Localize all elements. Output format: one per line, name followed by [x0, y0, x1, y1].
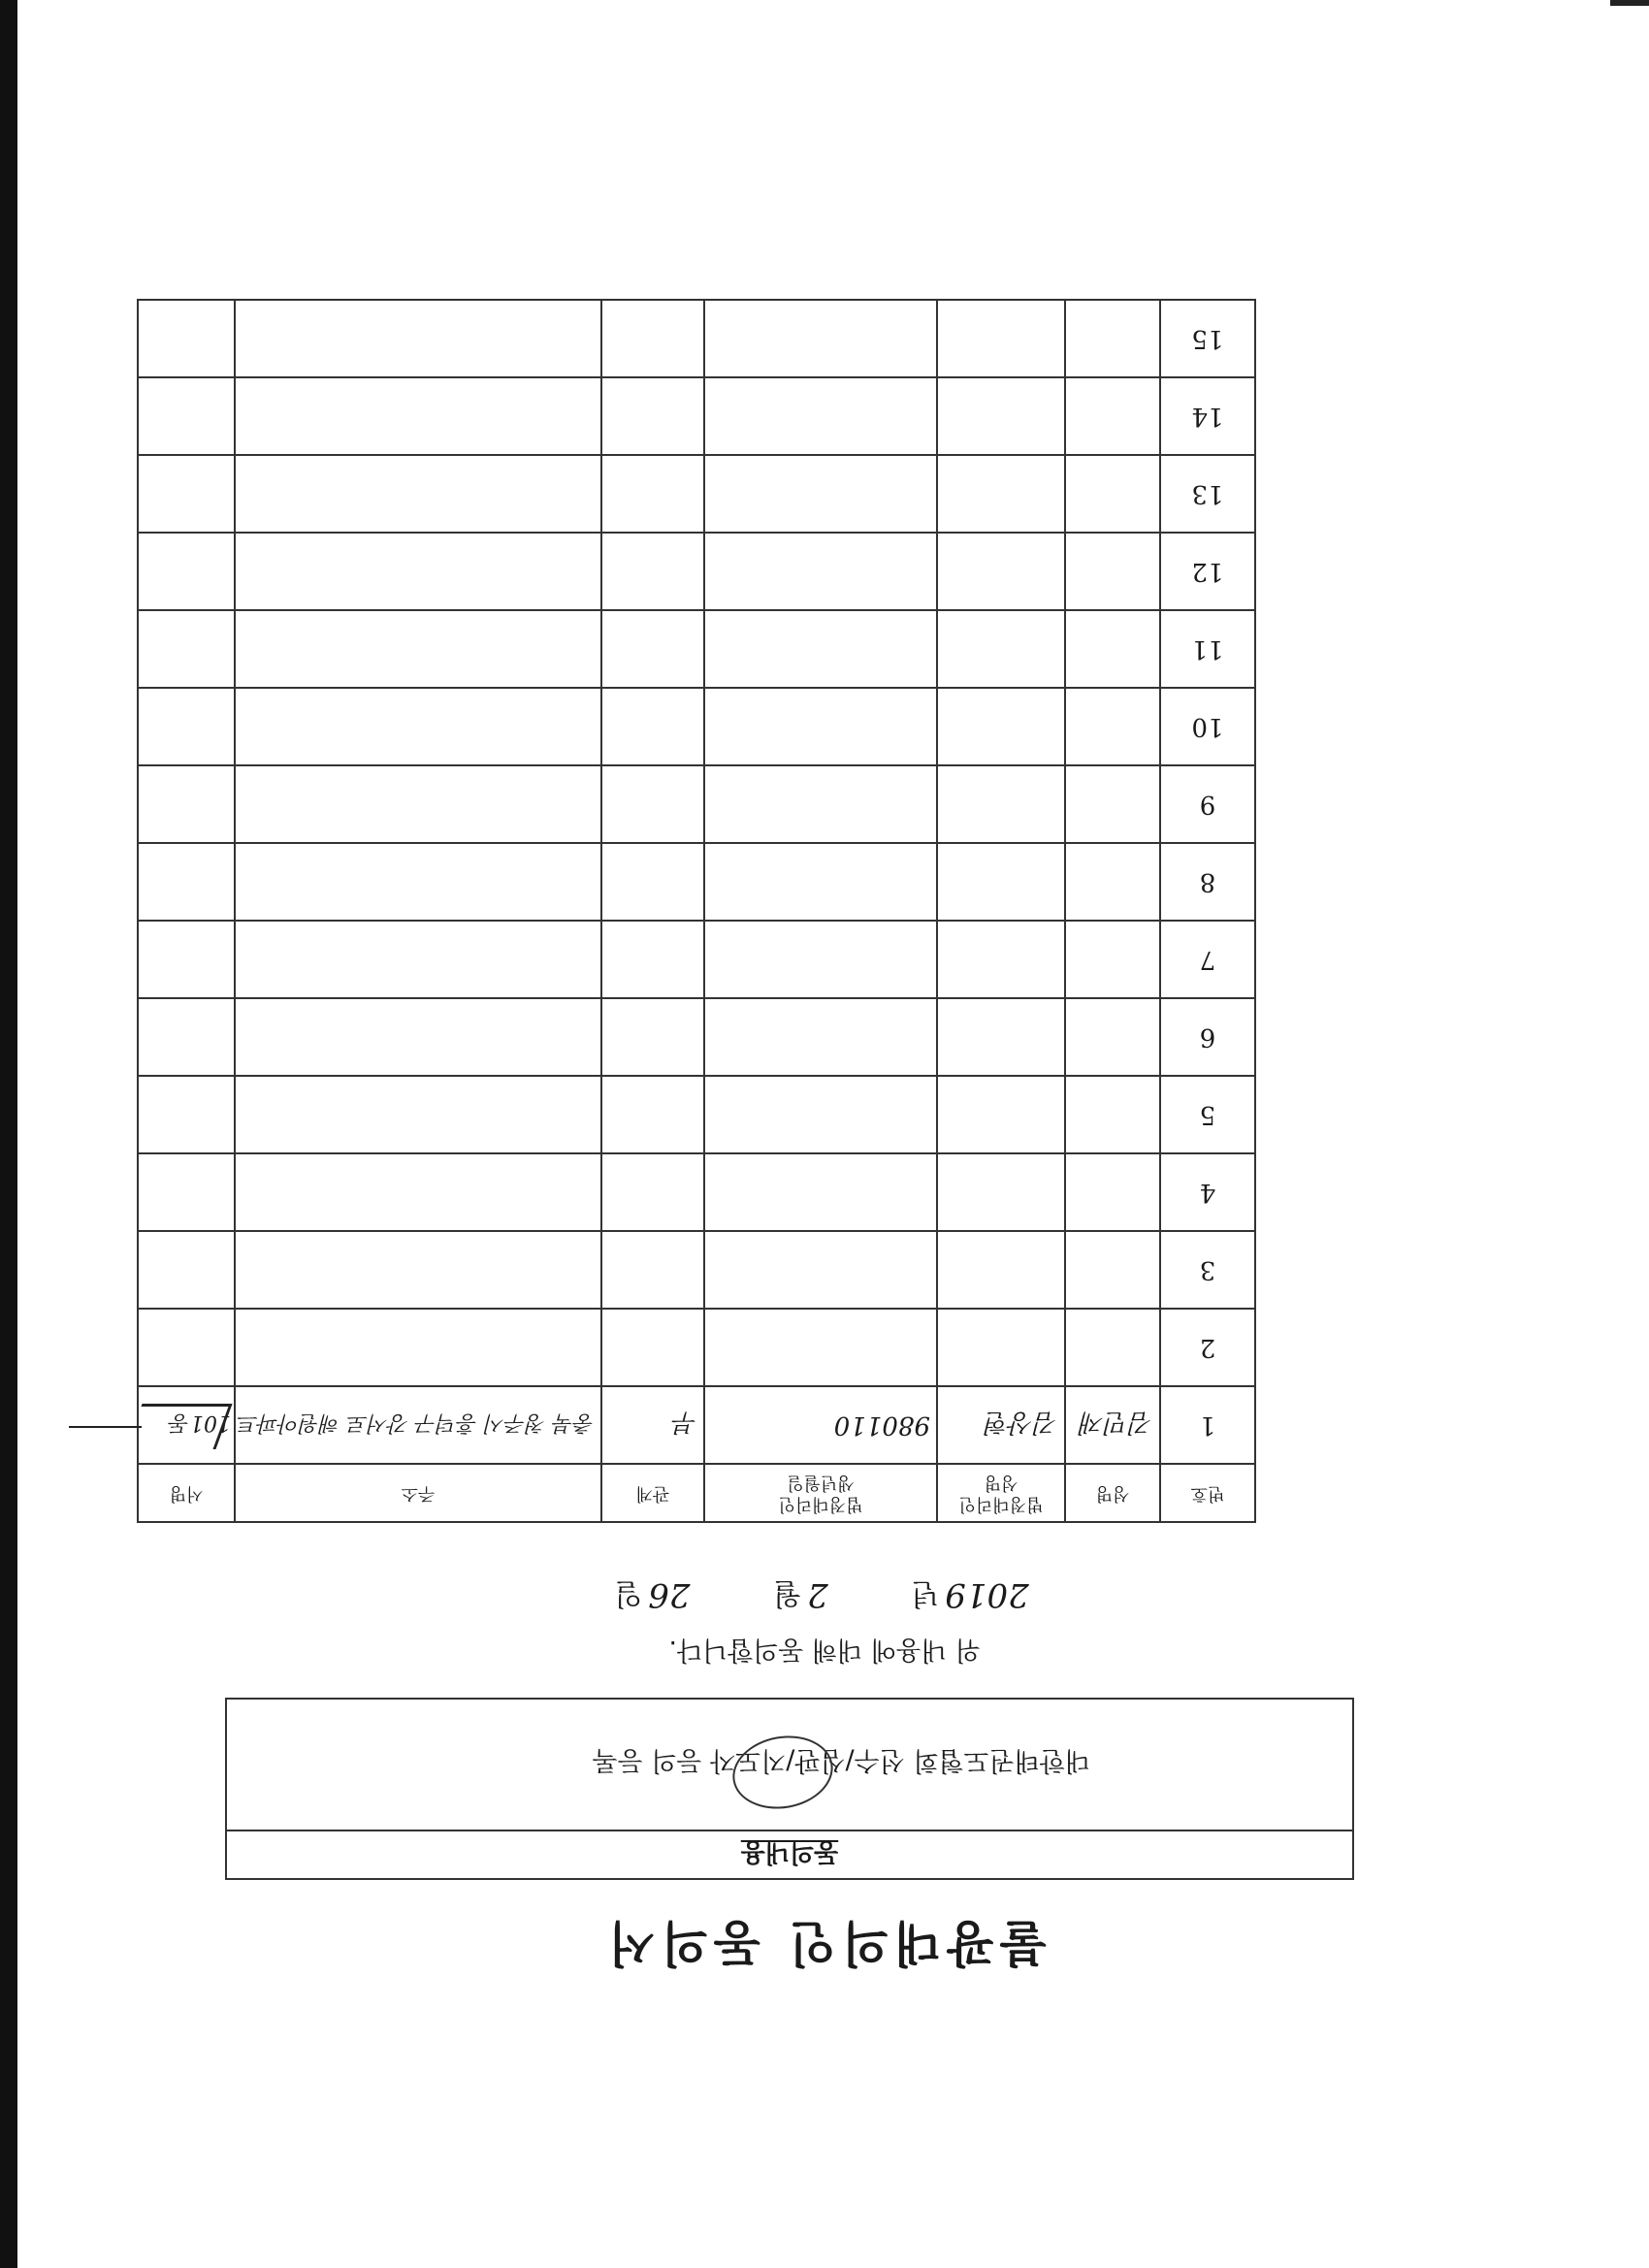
cell-guardian-birth [704, 843, 937, 921]
date-year-unit: 년 [911, 1576, 940, 1610]
cell-address [235, 300, 601, 377]
cell-address [235, 1076, 601, 1153]
cell-relation [601, 1076, 704, 1153]
cell-guardian-birth [704, 1076, 937, 1153]
cell-relation [601, 843, 704, 921]
cell-guardian-birth [704, 1309, 937, 1386]
date-day-unit: 일 [614, 1576, 643, 1610]
cell-no: 1 [1160, 1386, 1255, 1464]
cell-relation [601, 921, 704, 998]
cell-guardian-name [937, 765, 1065, 843]
table-row [138, 533, 1255, 610]
consent-header [227, 1830, 1352, 1878]
cell-name [1065, 300, 1160, 377]
cell-signature [138, 610, 235, 688]
cell-no: 11 [1160, 610, 1255, 688]
cell-guardian-name [937, 921, 1065, 998]
cell-relation [601, 688, 704, 765]
cell-relation [601, 377, 704, 455]
cell-no: 12 [1160, 533, 1255, 610]
cell-no: 13 [1160, 455, 1255, 533]
cell-guardian-name [937, 1076, 1065, 1153]
cell-name [1065, 533, 1160, 610]
date-year: 2019 [945, 1575, 1029, 1614]
table-header-row [138, 1464, 1255, 1522]
cell-no: 10 [1160, 688, 1255, 765]
cell-address [235, 765, 601, 843]
cell-name [1065, 1309, 1160, 1386]
consent-box [225, 1698, 1354, 1880]
date-month-unit: 월 [773, 1576, 802, 1610]
cell-no: 7 [1160, 921, 1255, 998]
cell-name [1065, 377, 1160, 455]
header-address: 주소 [235, 1464, 601, 1522]
cell-name [1065, 688, 1160, 765]
table-row [138, 921, 1255, 998]
cell-guardian-name [937, 455, 1065, 533]
cell-name [1065, 455, 1160, 533]
cell-signature [138, 921, 235, 998]
table-row [138, 455, 1255, 533]
cell-signature [138, 1309, 235, 1386]
cell-relation [601, 610, 704, 688]
table-row [138, 1153, 1255, 1231]
header-no: 번호 [1160, 1464, 1255, 1522]
cell-guardian-birth [704, 1153, 937, 1231]
table-row [138, 843, 1255, 921]
cell-guardian-name [937, 1231, 1065, 1309]
cell-signature [138, 688, 235, 765]
cell-relation [601, 455, 704, 533]
cell-address [235, 921, 601, 998]
document-title: 불광대의인 동의서 [602, 1915, 1047, 1971]
cell-guardian-name [937, 1153, 1065, 1231]
cell-signature [138, 998, 235, 1076]
cell-address: 충북 청주시 흥덕구 강서로 해원아파트 101동 [235, 1386, 601, 1464]
cell-address [235, 455, 601, 533]
cell-no: 2 [1160, 1309, 1255, 1386]
agree-statement: 위 내용에 대해 동의합니다. [668, 1635, 981, 1665]
cell-relation [601, 765, 704, 843]
cell-no: 5 [1160, 1076, 1255, 1153]
cell-name [1065, 610, 1160, 688]
cell-address [235, 688, 601, 765]
cell-signature [138, 843, 235, 921]
cell-name [1065, 998, 1160, 1076]
cell-guardian-name [937, 688, 1065, 765]
cell-signature [138, 300, 235, 377]
cell-no: 4 [1160, 1153, 1255, 1231]
table-row [138, 1231, 1255, 1309]
cell-guardian-birth [704, 533, 937, 610]
cell-guardian-name [937, 998, 1065, 1076]
header-name: 성명 [1065, 1464, 1160, 1522]
cell-name: 김민재 [1065, 1386, 1160, 1464]
handwritten-signature-tail [69, 1426, 142, 1428]
cell-signature [138, 377, 235, 455]
cell-guardian-birth [704, 1231, 937, 1309]
cell-guardian-birth [704, 455, 937, 533]
cell-address [235, 377, 601, 455]
consent-text: 대한태권도협회 선수/심판/지도자 등의 등록 [592, 1745, 1090, 1776]
cell-guardian-birth [704, 998, 937, 1076]
cell-relation [601, 1309, 704, 1386]
cell-guardian-name [937, 843, 1065, 921]
cell-guardian-birth: 980110 [704, 1386, 937, 1464]
consent-body [227, 1698, 1352, 1830]
cell-guardian-birth [704, 300, 937, 377]
cell-signature [138, 765, 235, 843]
cell-guardian-name [937, 533, 1065, 610]
cell-name [1065, 921, 1160, 998]
cell-guardian-name [937, 377, 1065, 455]
cell-relation [601, 998, 704, 1076]
date-day: 26 [648, 1575, 691, 1614]
cell-name [1065, 765, 1160, 843]
cell-signature [138, 1153, 235, 1231]
cell-address [235, 1309, 601, 1386]
cell-address [235, 1231, 601, 1309]
cell-no: 3 [1160, 1231, 1255, 1309]
cell-name [1065, 1231, 1160, 1309]
cell-no: 8 [1160, 843, 1255, 921]
date-month: 2 [807, 1575, 828, 1614]
cell-relation [601, 300, 704, 377]
cell-address [235, 998, 601, 1076]
cell-signature [138, 1076, 235, 1153]
cell-guardian-birth [704, 765, 937, 843]
cell-guardian-name [937, 610, 1065, 688]
cell-no: 15 [1160, 300, 1255, 377]
cell-relation: 부 [601, 1386, 704, 1464]
cell-no: 14 [1160, 377, 1255, 455]
table-row [138, 998, 1255, 1076]
cell-guardian-name [937, 1309, 1065, 1386]
cell-signature [138, 533, 235, 610]
header-guardian-name: 법정대리인 성명 [937, 1464, 1065, 1522]
cell-address [235, 843, 601, 921]
cell-name [1065, 1076, 1160, 1153]
cell-name [1065, 843, 1160, 921]
cell-signature [138, 455, 235, 533]
cell-address [235, 610, 601, 688]
table-row [138, 765, 1255, 843]
cell-no: 9 [1160, 765, 1255, 843]
cell-guardian-birth [704, 688, 937, 765]
consent-header-label: 동의내용 [740, 1837, 839, 1867]
header-signature: 서명 [138, 1464, 235, 1522]
cell-guardian-birth [704, 377, 937, 455]
table-row [138, 688, 1255, 765]
cell-guardian-name: 김상현 [937, 1386, 1065, 1464]
cell-signature [138, 1231, 235, 1309]
signers-table [137, 299, 1256, 1523]
cell-relation [601, 1153, 704, 1231]
header-guardian-birth: 법정대리인 생년월일 [704, 1464, 937, 1522]
cell-address [235, 1153, 601, 1231]
cell-signature [138, 1386, 235, 1464]
cell-relation [601, 533, 704, 610]
cell-address [235, 533, 601, 610]
cell-guardian-birth [704, 610, 937, 688]
table-row [138, 1309, 1255, 1386]
cell-no: 6 [1160, 998, 1255, 1076]
table-row [138, 610, 1255, 688]
cell-guardian-name [937, 300, 1065, 377]
cell-guardian-birth [704, 921, 937, 998]
handwritten-circle-mark [727, 1729, 838, 1817]
date-line [0, 1575, 1649, 1618]
header-relation: 관계 [601, 1464, 704, 1522]
table-row [138, 377, 1255, 455]
table-row [138, 300, 1255, 377]
table-row [138, 1076, 1255, 1153]
cell-name [1065, 1153, 1160, 1231]
cell-relation [601, 1231, 704, 1309]
table-row [138, 1386, 1255, 1464]
